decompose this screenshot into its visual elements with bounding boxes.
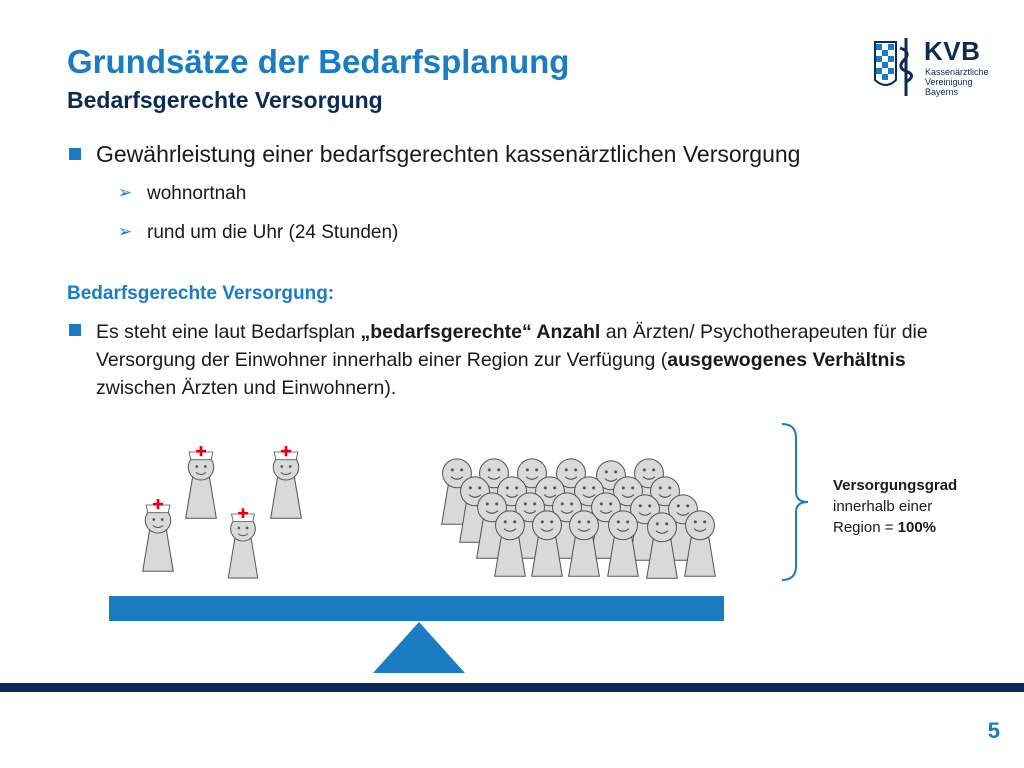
doctor-figure <box>143 499 174 571</box>
para-bold-2: ausgewogenes Verhältnis <box>667 349 906 371</box>
doctor-figure <box>271 446 302 518</box>
page-title: Grundsätze der Bedarfsplanung <box>67 43 570 80</box>
para-text-3: zwischen Ärzten und Einwohnern). <box>96 377 397 399</box>
section-heading: Bedarfsgerechte Versorgung: <box>67 283 335 304</box>
sub-bullet-2: rund um die Uhr (24 Stunden) <box>147 222 399 243</box>
bullet-main: Gewährleistung einer bedarfsgerechten kassenärztlichen Versorgung <box>96 141 801 167</box>
para-text-1: Es steht eine laut Bedarfsplan <box>96 321 361 343</box>
logo-line-1: Kassenärztliche <box>925 67 989 77</box>
label-line-2: innerhalb einer <box>833 498 933 515</box>
arrow-bullet-icon: ➢ <box>118 222 133 241</box>
para-text-2: an Ärzten/ Psychotherapeuten für die Versorgung der Einwohner innerhalb einer Region zur Verfügung ( <box>96 321 928 371</box>
page-subtitle: Bedarfsgerechte Versorgung <box>67 87 383 113</box>
logo-wordmark: KVB <box>924 36 981 66</box>
page-number: 5 <box>987 718 1000 743</box>
footer-bar <box>0 683 1024 692</box>
doctor-figure <box>228 508 258 578</box>
label-value: 100% <box>897 519 937 536</box>
doctor-figure <box>186 446 217 518</box>
para-bold-1: „bedarfsgerechte“ Anzahl <box>360 321 601 343</box>
versorgungsgrad-label <box>833 475 1003 538</box>
seesaw-fulcrum <box>373 622 465 673</box>
curly-bracket <box>782 424 808 580</box>
logo-line-2: Vereinigung <box>925 77 973 87</box>
seesaw-beam <box>109 596 724 621</box>
label-heading: Versorgungsgrad <box>833 477 958 494</box>
sub-bullet-1: wohnortnah <box>147 183 247 204</box>
logo-line-3: Bayerns <box>925 87 959 97</box>
label-line-3 <box>833 517 1003 538</box>
label-prefix: Region = <box>833 519 898 536</box>
arrow-bullet-icon: ➢ <box>118 183 133 202</box>
